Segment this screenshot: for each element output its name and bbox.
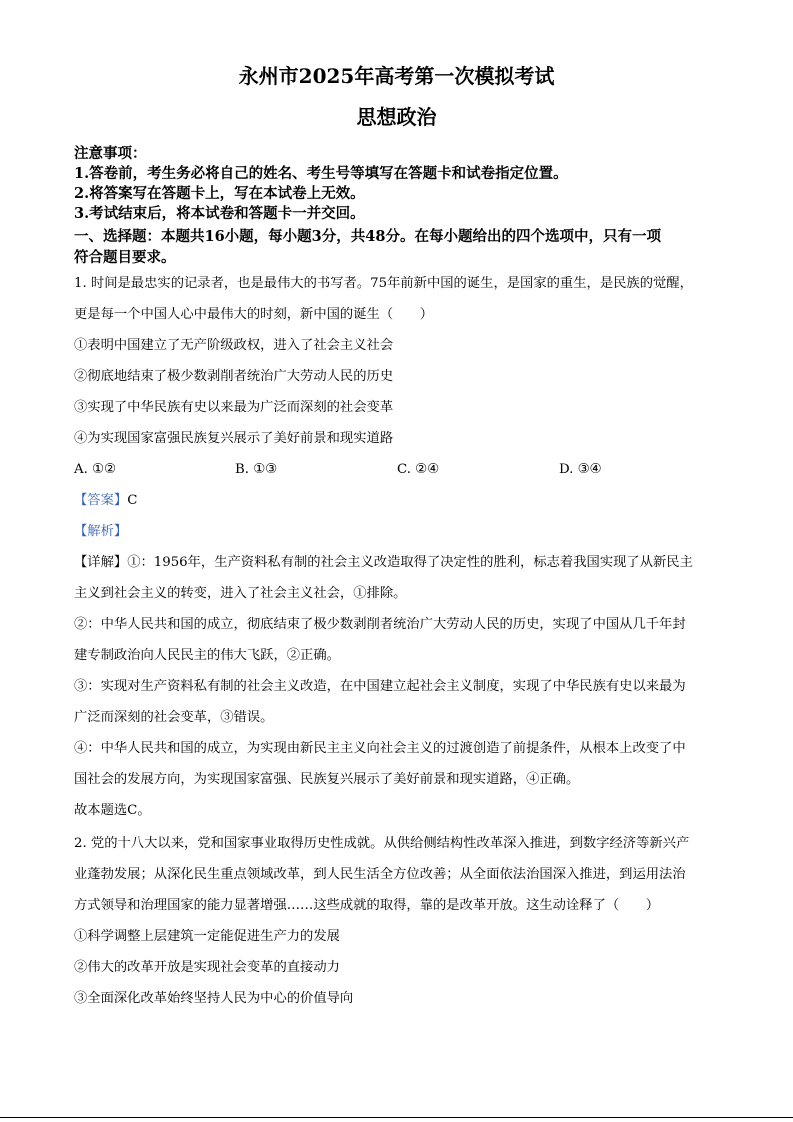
detail-text: ④：中华人民共和国的成立，为实现由新民主主义向社会主义的过渡创造了前提条件，从根本上改变了中 [74, 741, 686, 756]
detail-text: ②：中华人民共和国的成立，彻底结束了极少数剥削者统治广大劳动人民的历史，实现了中国从几千年封 [74, 617, 686, 632]
exam-title: 永州市2025年高考第一次模拟考试 [238, 64, 555, 88]
answer-value: C [127, 493, 138, 508]
option-statement: ①科学调整上层建筑一定能促进生产力的发展 [74, 929, 340, 944]
section-heading-line: 一、选择题：本题共16小题，每小题3分，共48分。在每小题给出的四个选项中，只有一项 [74, 228, 661, 245]
option-statement: ①表明中国建立了无产阶级政权，进入了社会主义社会 [74, 338, 394, 353]
conclusion-text: 故本题选C。 [74, 803, 151, 818]
question-1 [74, 268, 734, 826]
analysis-tag: 【解析】 [74, 524, 128, 539]
detail-line [74, 547, 734, 578]
question-stem: 方式领导和治理国家的能力显著增强……这些成就的取得，靠的是改革开放。这生动诠释了（ ） [74, 898, 660, 913]
detail-text: 广泛而深刻的社会变革，③错误。 [74, 710, 274, 725]
detail-text: ③：实现对生产资料私有制的社会主义改造，在中国建立起社会主义制度，实现了中华民族有史以来最为 [74, 679, 686, 694]
question-stem: 1. 时间是最忠实的记录者，也是最伟大的书写者。75年前新中国的诞生，是国家的重生，是民族的觉醒， [74, 276, 693, 291]
notice-block [74, 144, 724, 224]
option-statement: ④为实现国家富强民族复兴展示了美好前景和现实道路 [74, 431, 394, 446]
option-statement: ②伟大的改革开放是实现社会变革的直接动力 [74, 960, 340, 975]
detail-text: 建专制政治向人民民主的伟大飞跃，②正确。 [74, 648, 340, 663]
choice-b: B. ①③ [235, 462, 278, 477]
subject-title: 思想政治 [356, 105, 437, 129]
notice-item: 2.将答案写在答题卡上，写在本试卷上无效。 [74, 185, 365, 202]
page-bottom-rule [0, 1117, 793, 1118]
analysis-line [74, 516, 734, 547]
detail-tag: 【详解】 [74, 555, 128, 570]
section-heading [74, 227, 724, 268]
answer-tag: 【答案】 [74, 493, 128, 508]
notice-item: 3.考试结束后，将本试卷和答题卡一并交回。 [74, 205, 365, 222]
section-heading-line: 符合题目要求。 [74, 248, 176, 266]
option-statement: ②彻底地结束了极少数剥削者统治广大劳动人民的历史 [74, 369, 394, 384]
choice-a: A. ①② [74, 462, 116, 477]
question-stem: 业蓬勃发展；从深化民生重点领域改革，到人民生活全方位改善；从全面依法治国深入推进，到运用法治 [74, 867, 686, 882]
answer-choices [74, 454, 734, 485]
option-statement: ③全面深化改革始终坚持人民为中心的价值导向 [74, 991, 354, 1006]
notice-item: 1.答卷前，考生务必将自己的姓名、考生号等填写在答题卡和试卷指定位置。 [74, 165, 568, 182]
notice-heading: 注意事项： [74, 145, 147, 162]
answer-line [74, 485, 734, 516]
question-2 [74, 828, 734, 1014]
detail-text: ①：1956年，生产资料私有制的社会主义改造取得了决定性的胜利，标志着我国实现了从新民主 [127, 555, 693, 570]
question-stem: 2. 党的十八大以来，党和国家事业取得历史性成就。从供给侧结构性改革深入推进，到数字经济等新兴产 [74, 836, 690, 851]
question-stem: 更是每一个中国人心中最伟大的时刻，新中国的诞生（ ） [74, 307, 434, 322]
detail-text: 主义到社会主义的转变，进入了社会主义社会，①排除。 [74, 586, 407, 601]
detail-text: 国社会的发展方向，为实现国家富强、民族复兴展示了美好前景和现实道路，④正确。 [74, 772, 580, 787]
option-statement: ③实现了中华民族有史以来最为广泛而深刻的社会变革 [74, 400, 394, 415]
choice-c: C. ②④ [397, 462, 439, 477]
choice-d: D. ③④ [559, 462, 602, 477]
